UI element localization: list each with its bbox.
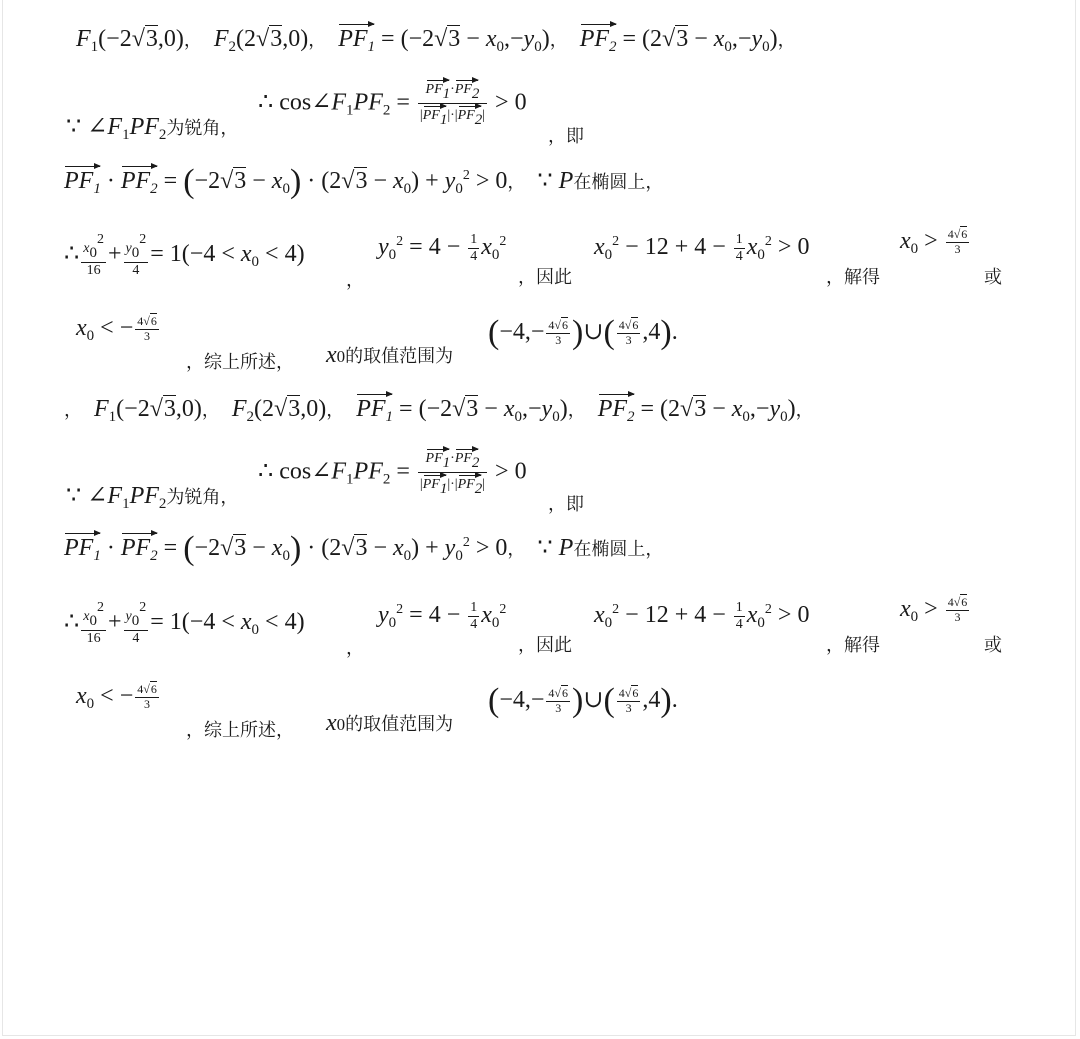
separator: ， (220, 487, 239, 508)
ellipse-equation: ∴ $\frac{x02}{16}$ + $\frac{y02}{4}$ = $1(-4 < x_0 < 4)$ (64, 600, 305, 647)
separator: ， (549, 30, 568, 51)
separator: ， (507, 172, 526, 193)
y0-squared: $y_0^2 = 4$ − $\frac{1}{4}$ $x_0^2$ (378, 600, 507, 633)
separator: ， (308, 30, 327, 51)
range-interval: (−4,− $\frac{4√6}{3}$ )∪( $\frac{4√6}{3}$ ,4). (488, 682, 678, 719)
zongshang-text: ，综上所述， (186, 352, 294, 373)
x0-greater: $x_0$ > $\frac{4√6}{3}$ (900, 227, 968, 257)
yinci-text: ，因此 (518, 267, 572, 288)
x0-less: $x_0$ < − $\frac{4√6}{3}$ (76, 682, 157, 712)
range-line: x0的取值范围为 (326, 342, 454, 368)
page-border (2, 0, 1076, 1036)
ji-text: ，即 (548, 494, 584, 515)
jiede-text: ，解得 (826, 267, 880, 288)
separator: ， (220, 118, 239, 139)
cosine-formula: ∴ $\cos\angle F_1PF_2$ = $\frac{PF1\cdot PF2}{|PF1|\cdot|PF2|}$ > 0 (258, 447, 527, 499)
x0-greater: $x_0$ > $\frac{4√6}{3}$ (900, 595, 968, 625)
separator: ， (326, 400, 345, 421)
separator: ， (201, 400, 220, 421)
yinci-text: ，因此 (518, 635, 572, 656)
jiede-text: ，解得 (826, 635, 880, 656)
separator: ， (346, 270, 364, 291)
on-ellipse-text: 在椭圆上， (573, 172, 664, 193)
dot-product-line: $PF_1 \cdot PF_2 = (-2√3 - x_0) \cdot (2√3 - x_0) + y_0^2 > 0$， ∵ P在椭圆上， (64, 530, 664, 567)
on-ellipse-text: 在椭圆上， (573, 539, 664, 560)
range-interval: (−4,− $\frac{4√6}{3}$ )∪( $\frac{4√6}{3}$ ,4). (488, 314, 678, 351)
separator: ， (777, 30, 796, 51)
inequality: $x_0^2 - 12 + 4$ − $\frac{1}{4}$ $x_0^2 > 0$ (594, 600, 810, 633)
acute-angle-condition: ∵ $\angle F_1PF_2$为锐角， (66, 483, 239, 512)
separator: ， (183, 30, 202, 51)
separator: ， (795, 400, 814, 421)
inequality: $x_0^2 - 12 + 4$ − $\frac{1}{4}$ $x_0^2 > 0$ (594, 232, 810, 265)
range-line: x0的取值范围为 (326, 710, 454, 736)
period: . (671, 687, 678, 713)
huo-text: 或 (984, 267, 1002, 288)
acute-angle-condition: ∵ $\angle F_1PF_2$为锐角， (66, 114, 239, 143)
separator: ， (346, 638, 364, 659)
acute-text: 为锐角 (166, 118, 221, 139)
y0-squared: $y_0^2 = 4$ − $\frac{1}{4}$ $x_0^2$ (378, 232, 507, 265)
x0-less: $x_0$ < − $\frac{4√6}{3}$ (76, 314, 157, 344)
ellipse-equation: ∴ $\frac{x02}{16}$ + $\frac{y02}{4}$ = $1(-4 < x_0 < 4)$ (64, 232, 305, 279)
zongshang-text: ，综上所述， (186, 720, 294, 741)
acute-text: 为锐角 (166, 487, 221, 508)
foci-vectors-line: $F_1(-2√3,0)$， $F_2(2√3,0)$， $PF_1 = (-2√3 - x_0,-y_0)$， $PF_2 = (2√3 - x_0,-y_0)$， (76, 22, 796, 56)
cosine-formula: ∴ $\cos\angle F_1PF_2$ = $\frac{PF1\cdot PF2}{|PF1|\cdot|PF2|}$ > 0 (258, 78, 527, 130)
ji-text: ，即 (548, 126, 584, 147)
huo-text: 或 (984, 635, 1002, 656)
period: . (671, 319, 678, 345)
range-text: 的取值范围为 (345, 346, 454, 367)
separator: ， (507, 539, 526, 560)
range-text: 的取值范围为 (345, 714, 454, 735)
dot-product-line: $PF_1 \cdot PF_2 = (-2√3 - x_0) \cdot (2√3 - x_0) + y_0^2 > 0$， ∵ P在椭圆上， (64, 163, 664, 200)
separator: ， (567, 400, 586, 421)
foci-vectors-line: ， $F_1(-2√3,0)$， $F_2(2√3,0)$， $PF_1 = (-2√3 - x_0,-y_0)$， $PF_2 = (2√3 - x_0,-y_0)$， (64, 392, 814, 426)
lead-comma: ， (64, 400, 82, 421)
